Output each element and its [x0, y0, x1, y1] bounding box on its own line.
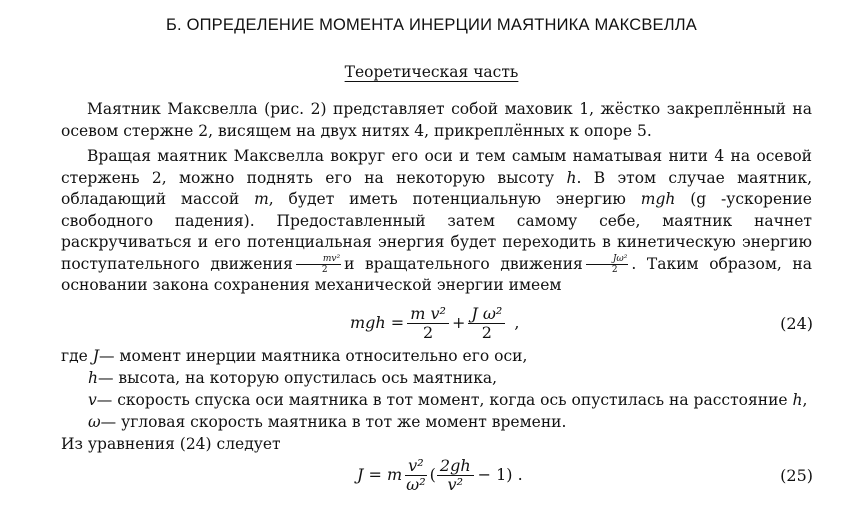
p2-text-a: Вращая маятник Максвелла вокруг его оси и тем самым наматывая нити 4 на осевой стержень 2, можно поднять его на некоторую высоту — [61, 147, 812, 187]
equation-24-number: (24) — [780, 314, 813, 333]
section-title: Б. ОПРЕДЕЛЕНИЕ МОМЕНТА ИНЕРЦИИ МАЯТНИКА МАКСВЕЛЛА — [165, 16, 698, 34]
def-sym-omega: ω — [88, 413, 101, 431]
p2-text-b: . В этом случае маятник, обладающий массой — [61, 168, 812, 208]
kinetic-energy-fraction — [296, 254, 341, 275]
p2-text-c: , будет иметь потенциальную энергию — [268, 190, 626, 208]
kin-den: 2 — [321, 265, 328, 275]
eq25-f1-num: v² — [405, 457, 426, 476]
definition-h — [88, 368, 497, 390]
eq24-comma: , — [514, 313, 520, 333]
eq24-plus: + — [451, 313, 466, 333]
equation-24 — [0, 303, 863, 343]
paragraph-1: Маятник Максвелла (рис. 2) представляет собой маховик 1, жёстко закреплённый на осевом стержне 2, висящем на двух нитях 4, прикреплённых к опоре 5. — [61, 100, 812, 140]
p2-text-d: (g -ускорение свободного падения). Предоставленный затем самому себе, маятник начнет раскручиваться и его потенциальная энергия будет переходить в кинетическую энергию поступательного движения — [61, 190, 812, 273]
eq24-t2-den: 2 — [481, 322, 492, 342]
eq25-frac1 — [403, 457, 428, 494]
def-sym-h: h — [88, 369, 98, 387]
eq24-t1-num: m v² — [407, 305, 449, 324]
kin-num: mv² — [296, 254, 341, 265]
eq24-term2 — [468, 305, 505, 342]
equation-24-body — [350, 303, 519, 343]
rot-num: Jω² — [586, 254, 629, 265]
rot-den: 2 — [611, 265, 618, 275]
subsection-title-text: Теоретическая часть — [344, 63, 519, 81]
def-v-text: — скорость спуска оси маятника в тот момент, когда ось опустилась на расстояние — [96, 391, 788, 409]
p2-text-f: . Таким образом, на основании закона сохранения механической энергии имеем — [61, 254, 812, 294]
sym-h: h — [566, 168, 577, 187]
eq25-close: − 1) . — [477, 465, 523, 485]
def-sym-J: J — [92, 347, 99, 365]
eq25-frac2 — [437, 457, 474, 494]
sym-mgh: mgh — [640, 190, 676, 208]
def-lead: где — [61, 347, 88, 365]
def-sym-h2: h — [792, 391, 803, 409]
def-h-text: — высота, на которую опустилась ось маятника, — [97, 369, 498, 387]
def-omega-text: — угловая скорость маятника в тот же момент времени. — [100, 413, 567, 431]
rotational-energy-fraction — [586, 254, 629, 275]
def-v-comma: , — [802, 391, 808, 409]
equation-25-body — [357, 455, 523, 495]
from-equation-text: Из уравнения (24) следует — [61, 435, 281, 453]
eq24-t2-num: J ω² — [468, 305, 505, 324]
eq25-f1-den: ω² — [406, 474, 426, 494]
eq24-t1-den: 2 — [422, 322, 434, 342]
def-J-text: — момент инерции маятника относительно его оси, — [99, 347, 528, 365]
definition-omega — [88, 412, 566, 434]
equation-25 — [0, 455, 863, 495]
definition-J — [61, 346, 527, 368]
eq25-f2-den: v² — [447, 474, 463, 494]
eq24-lhs: mgh = — [350, 313, 405, 333]
eq24-term1 — [407, 305, 449, 342]
eq25-f2-num: 2gh — [437, 457, 474, 476]
definition-v — [88, 390, 807, 412]
subsection-title — [0, 62, 863, 84]
def-sym-v: v — [88, 391, 97, 409]
p2-text-e: и вращательного движения — [344, 254, 583, 273]
equation-25-number: (25) — [780, 466, 813, 485]
eq25-lhs: J = m — [357, 465, 403, 485]
sym-m: m — [254, 190, 269, 208]
eq25-open-paren: ( — [429, 465, 436, 485]
paragraph-2 — [61, 146, 812, 297]
